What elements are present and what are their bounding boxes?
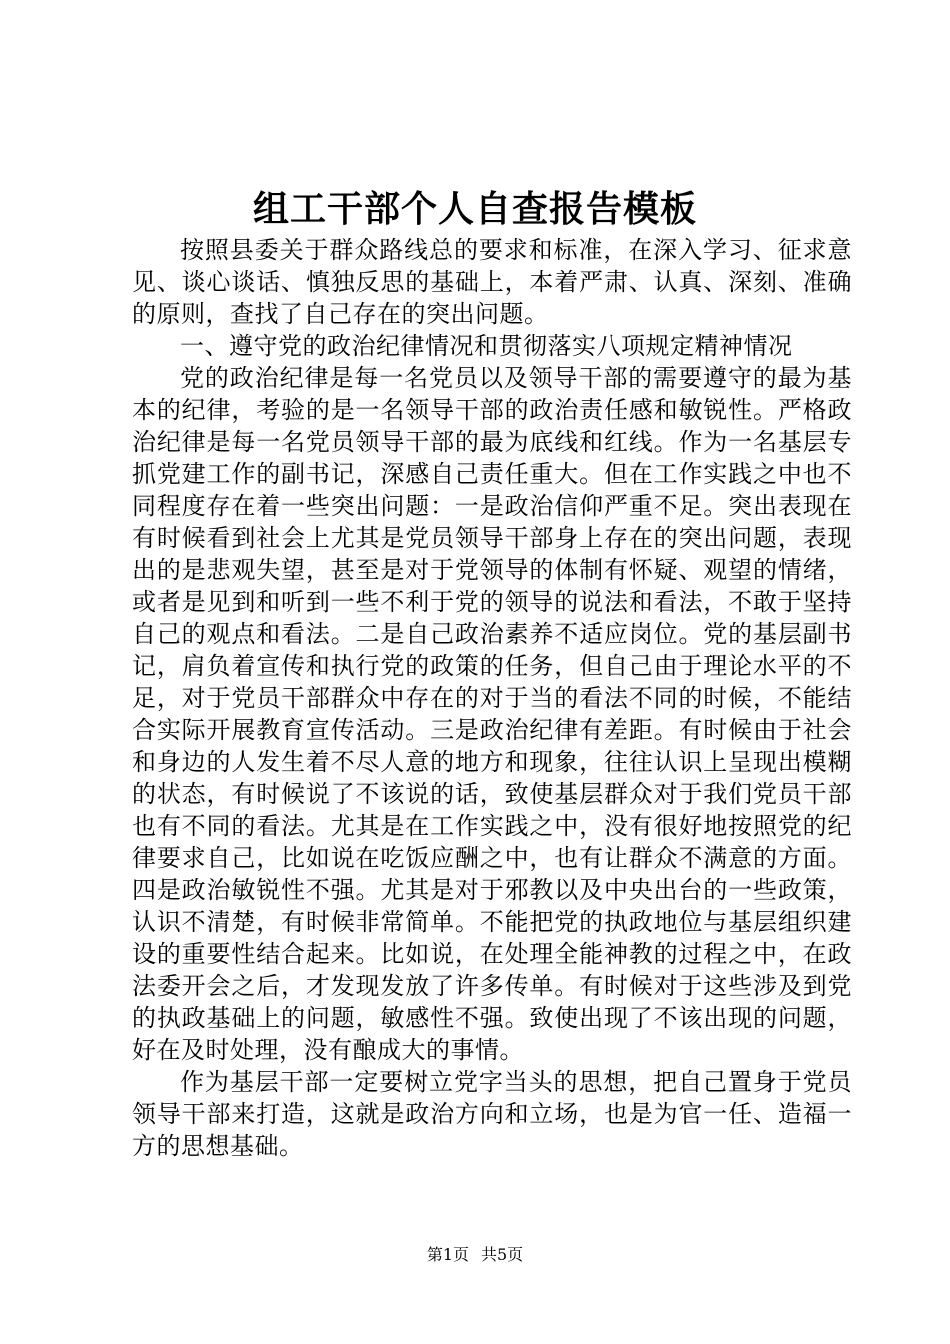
document-title: 组工干部个人自查报告模板 xyxy=(252,188,697,230)
document-body xyxy=(132,234,852,1162)
closing-paragraph: 作为基层干部一定要树立党字当头的思想，把自己置身于党员领导干部来打造，这就是政治方向和立场，也是为官一任、造福一方的思想基础。 xyxy=(132,1068,852,1160)
body-paragraph: 党的政治纪律是每一名党员以及领导干部的需要遵守的最为基本的纪律，考验的是一名领导干部的政治责任感和敏锐性。严格政治纪律是每一名党员领导干部的最为底线和红线。作为一名基层专抓党建工作的副书记，深感自己责任重大。但在工作实践之中也不同程度存在着一些突出问题：一是政治信仰严重不足。突出表现在有时候看到社会上尤其是党员领导干部身上存在的突出问题，表现出的是悲观失望，甚至是对于党领导的体制有怀疑、观望的情绪，或者是见到和听到一些不利于党的领导的说法和看法，不敢于坚持自己的观点和看法。二是自己政治素养不适应岗位。党的基层副书记，肩负着宣传和执行党的政策的任务，但自己由于理论水平的不足，对于党员干部群众中存在的对于当的看法不同的时候，不能结合实际开展教育宣传活动。三是政治纪律有差距。有时候由于社会和身边的人发生着不尽人意的地方和现象，往往认识上呈现出模糊的状态，有时候说了不该说的话，致使基层群众对于我们党员干部也有不同的看法。尤其是在工作实践之中，没有很好地按照党的纪律要求自己，比如说在吃饭应酬之中，也有让群众不满意的方面。四是政治敏锐性不强。尤其是对于邪教以及中央出台的一些政策，认识不清楚，有时候非常简单。不能把党的执政地位与基层组织建设的重要性结合起来。比如说，在处理全能神教的过程之中，在政法委开会之后，才发现发放了许多传单。有时候对于这些涉及到党的执政基础上的问题，敏感性不强。致使出现了不该出现的问题，好在及时处理，没有酿成大的事情。 xyxy=(132,364,852,1064)
intro-paragraph: 按照县委关于群众路线总的要求和标准，在深入学习、征求意见、谈心谈话、慎独反思的基础上，本着严肃、认真、深刻、准确的原则，查找了自己存在的突出问题。 xyxy=(132,236,852,328)
section-heading: 一、遵守党的政治纪律情况和贯彻落实八项规定精神情况 xyxy=(180,332,793,360)
page-number: 第1页 xyxy=(426,1245,469,1264)
page-footer xyxy=(0,1244,950,1266)
page-total: 共5页 xyxy=(481,1245,524,1264)
